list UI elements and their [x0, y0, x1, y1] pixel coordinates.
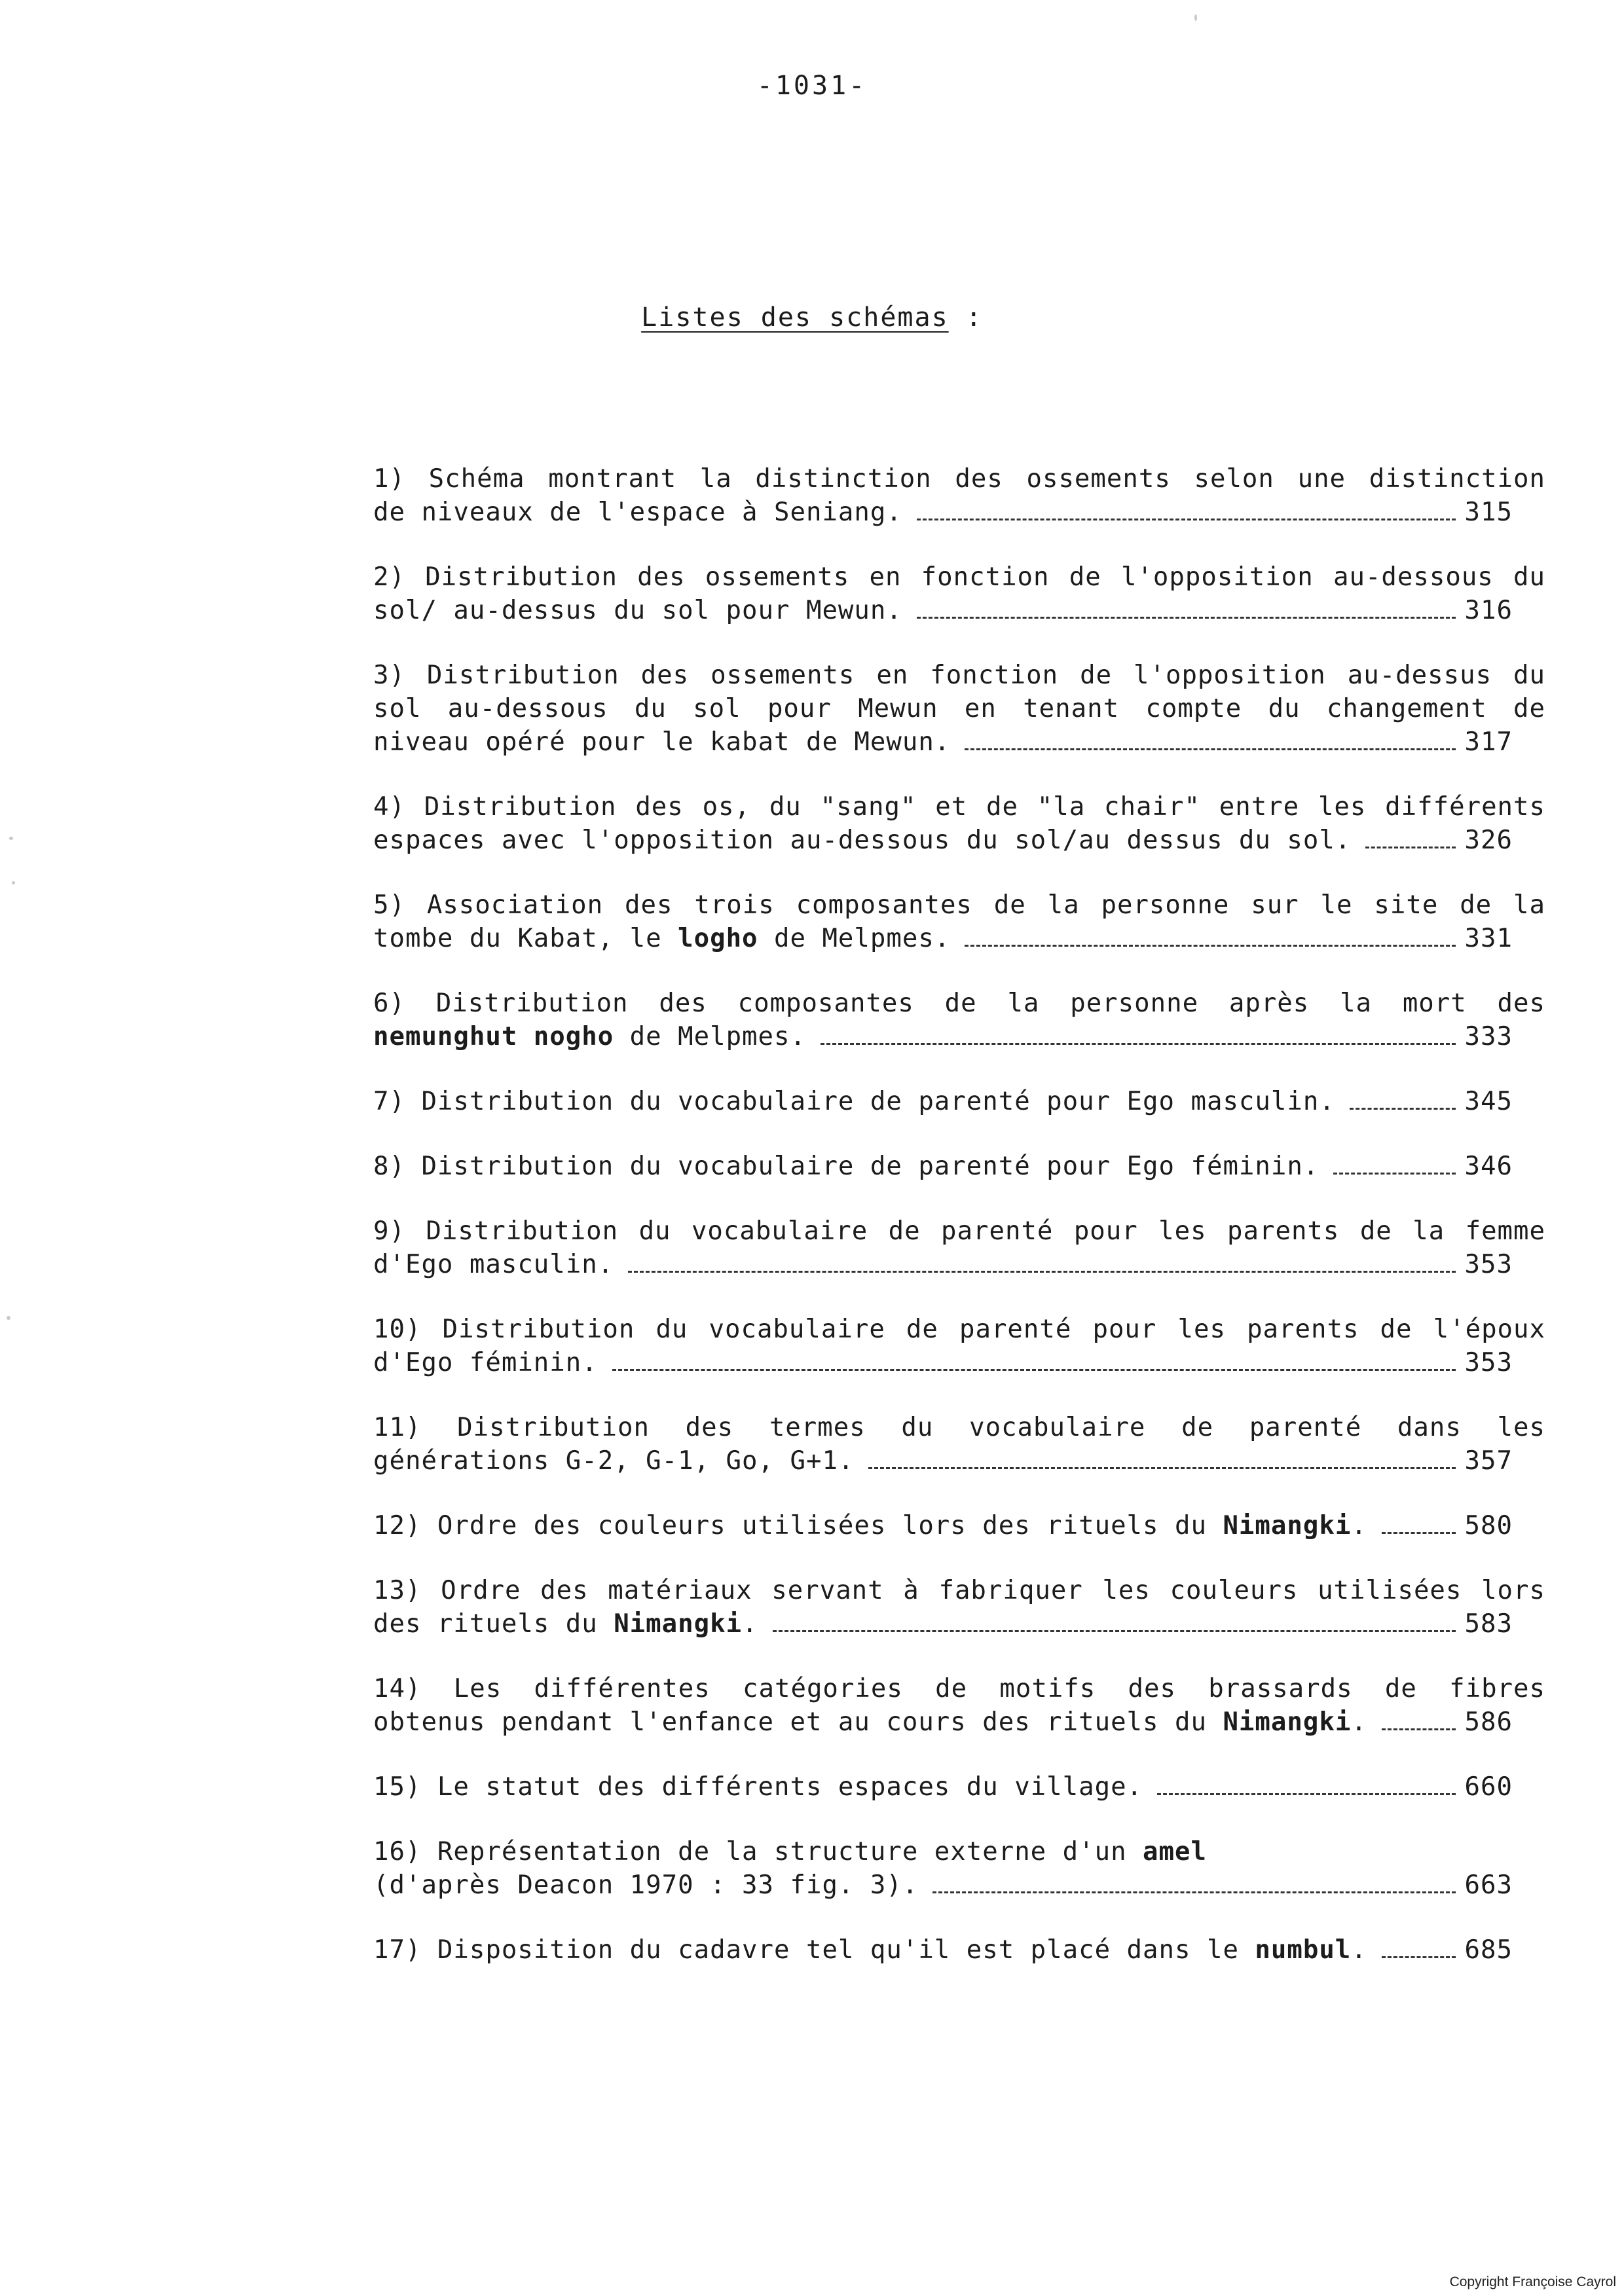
- list-item: [373, 1313, 1545, 1379]
- copyright-notice: Copyright Françoise Cayrol: [1449, 2274, 1616, 2289]
- page-ref: 357: [1464, 1446, 1513, 1476]
- page-ref: 353: [1464, 1250, 1513, 1279]
- list-item: [373, 1933, 1545, 1967]
- entry-text-line: espaces avec l'opposition au-dessous du sol/au dessus du sol.: [373, 826, 1352, 855]
- page-ref: 580: [1464, 1511, 1513, 1540]
- page-ref: 326: [1464, 826, 1513, 855]
- list-item: [373, 888, 1545, 955]
- page-ref: 583: [1464, 1609, 1513, 1639]
- entry-text-line: 16) Représentation de la structure externe d'un amel: [373, 1837, 1207, 1867]
- list-item: [373, 1509, 1545, 1542]
- entry-text-line: 13) Ordre des matériaux servant à fabriquer les couleurs utilisées lors: [373, 1576, 1545, 1605]
- dotted-leader: [612, 1369, 1456, 1371]
- page-ref: 346: [1464, 1152, 1513, 1181]
- list-item: [373, 1150, 1545, 1183]
- dotted-leader: [1157, 1793, 1456, 1795]
- entry-text-line: 17) Disposition du cadavre tel qu'il est placé dans le numbul.: [373, 1935, 1367, 1965]
- page-ref: 315: [1464, 498, 1513, 527]
- page-ref: 353: [1464, 1348, 1513, 1377]
- page-ref: 316: [1464, 596, 1513, 625]
- entry-text-line: des rituels du Nimangki.: [373, 1609, 758, 1639]
- bold-term: Nimangki: [1223, 1511, 1352, 1540]
- list-item: [373, 790, 1545, 857]
- list-item: [373, 1411, 1545, 1478]
- bold-term: amel: [1143, 1837, 1207, 1867]
- dotted-leader: [965, 748, 1455, 750]
- page-ref: 345: [1464, 1087, 1513, 1116]
- entry-text-line: obtenus pendant l'enfance et au cours des rituels du Nimangki.: [373, 1707, 1367, 1737]
- entry-text-line: 9) Distribution du vocabulaire de parenté pour les parents de la femme: [373, 1216, 1545, 1246]
- list-item: [373, 1574, 1545, 1641]
- list-item: [373, 560, 1545, 627]
- entry-text-line: (d'après Deacon 1970 : 33 fig. 3).: [373, 1870, 919, 1900]
- page-ref: 331: [1464, 924, 1513, 953]
- entry-text-line: 8) Distribution du vocabulaire de parenté pour Ego féminin.: [373, 1152, 1320, 1181]
- entry-text-line: d'Ego masculin.: [373, 1250, 614, 1279]
- scan-speck: [1194, 14, 1197, 21]
- dotted-leader: [1382, 1532, 1456, 1534]
- page-ref: 317: [1464, 727, 1513, 757]
- dotted-leader: [1382, 1728, 1456, 1730]
- dotted-leader: [628, 1271, 1455, 1273]
- bold-term: Nimangki: [1223, 1707, 1352, 1737]
- list-item: [373, 1214, 1545, 1281]
- dotted-leader: [773, 1630, 1456, 1632]
- bold-term: nemunghut nogho: [373, 1022, 614, 1051]
- dotted-leader: [821, 1043, 1456, 1045]
- entry-text-line: 11) Distribution des termes du vocabulaire de parenté dans les: [373, 1413, 1545, 1442]
- page-ref: 586: [1464, 1707, 1513, 1737]
- list-item: [373, 1085, 1545, 1118]
- dotted-leader: [917, 617, 1456, 619]
- list-item: [373, 1672, 1545, 1739]
- dotted-leader: [1365, 847, 1455, 848]
- list-item: [373, 987, 1545, 1053]
- entry-text-line: 3) Distribution des ossements en fonction de l'opposition au-dessus du: [373, 661, 1545, 690]
- scan-speck: [9, 837, 13, 840]
- entry-text-line: sol au-dessous du sol pour Mewun en tenant compte du changement de: [373, 694, 1545, 723]
- page-ref: 663: [1464, 1870, 1513, 1900]
- entry-text-line: 7) Distribution du vocabulaire de parenté pour Ego masculin.: [373, 1087, 1335, 1116]
- bold-term: logho: [678, 924, 758, 953]
- dotted-leader: [965, 945, 1455, 947]
- entry-text-line: 5) Association des trois composantes de la personne sur le site de la: [373, 890, 1545, 920]
- entry-text-line: 4) Distribution des os, du "sang" et de "la chair" entre les différents: [373, 792, 1545, 822]
- page-ref: 685: [1464, 1935, 1513, 1965]
- list-item: [373, 659, 1545, 759]
- entry-text-line: niveau opéré pour le kabat de Mewun.: [373, 727, 951, 757]
- list-item: [373, 1770, 1545, 1804]
- scan-speck: [12, 881, 15, 884]
- entry-text-line: d'Ego féminin.: [373, 1348, 598, 1377]
- dotted-leader: [1333, 1173, 1455, 1175]
- bold-term: Nimangki: [614, 1609, 743, 1639]
- list-item: [373, 462, 1545, 529]
- page-ref: 333: [1464, 1022, 1513, 1051]
- dotted-leader: [868, 1467, 1455, 1469]
- dotted-leader: [1382, 1956, 1456, 1958]
- entry-text-line: 6) Distribution des composantes de la personne après la mort des: [373, 989, 1545, 1018]
- entry-text-line: nemunghut nogho de Melpmes.: [373, 1022, 806, 1051]
- dotted-leader: [1350, 1108, 1456, 1110]
- entry-text-line: 10) Distribution du vocabulaire de parenté pour les parents de l'époux: [373, 1315, 1545, 1344]
- list-heading-suffix: :: [948, 302, 983, 333]
- entry-text-line: 12) Ordre des couleurs utilisées lors des rituels du Nimangki.: [373, 1511, 1367, 1540]
- entry-text-line: tombe du Kabat, le logho de Melpmes.: [373, 924, 951, 953]
- dotted-leader: [932, 1891, 1455, 1893]
- page-ref: 660: [1464, 1772, 1513, 1802]
- entry-text-line: 2) Distribution des ossements en fonction de l'opposition au-dessous du: [373, 562, 1545, 592]
- entry-text-line: générations G-2, G-1, Go, G+1.: [373, 1446, 855, 1476]
- bold-term: numbul: [1255, 1935, 1352, 1965]
- list-heading: [0, 302, 1624, 333]
- entry-text-line: 14) Les différentes catégories de motifs des brassards de fibres: [373, 1674, 1545, 1704]
- dotted-leader: [917, 519, 1456, 520]
- entry-text-line: sol/ au-dessus du sol pour Mewun.: [373, 596, 902, 625]
- entry-text-line: de niveaux de l'espace à Seniang.: [373, 498, 902, 527]
- list-item: [373, 1835, 1545, 1902]
- list-heading-title: Listes des schémas: [641, 302, 949, 333]
- entry-text-line: 1) Schéma montrant la distinction des ossements selon une distinction: [373, 464, 1545, 494]
- page-number: -1031-: [756, 71, 868, 101]
- entry-text-line: 15) Le statut des différents espaces du village.: [373, 1772, 1143, 1802]
- schema-list: [373, 462, 1545, 1998]
- scan-speck: [7, 1316, 10, 1320]
